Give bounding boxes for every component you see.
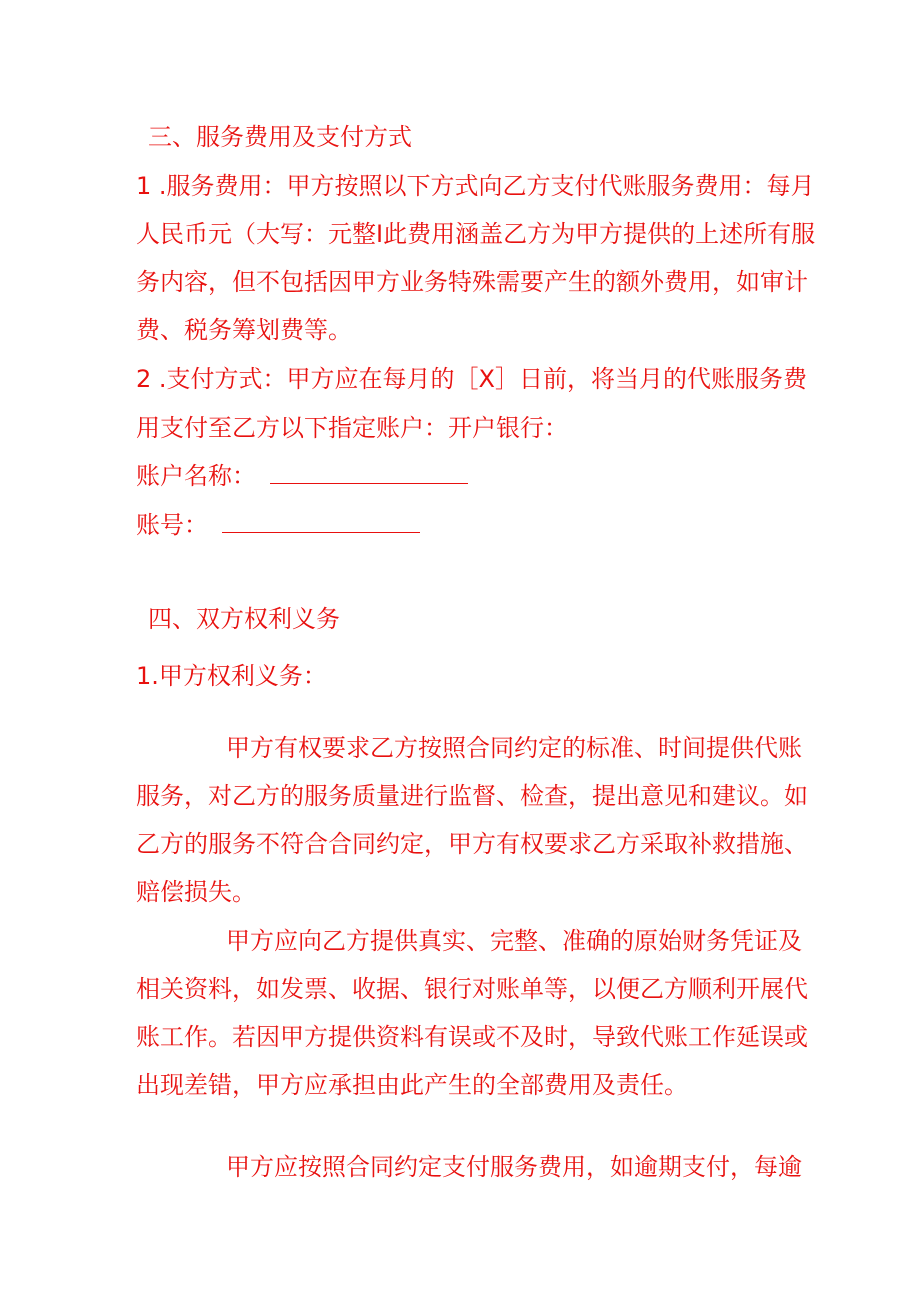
service-fee-line-2: 人民币元（大写：元整I此费用涵盖乙方为甲方提供的上述所有服 bbox=[136, 220, 816, 248]
account-number-field bbox=[136, 510, 420, 540]
rights-para-1-line-1: 甲方有权要求乙方按照合同约定的标准、时间提供代账 bbox=[226, 734, 802, 762]
payment-method-line-2: 用支付至乙方以下指定账户：开户银行： bbox=[136, 414, 568, 442]
rights-para-1-line-3: 乙方的服务不符合合同约定，甲方有权要求乙方采取补救措施、 bbox=[136, 830, 808, 858]
section-3-heading: 三、服务费用及支付方式 bbox=[148, 123, 412, 151]
service-fee-line-3: 务内容，但不包括因甲方业务特殊需要产生的额外费用，如审计 bbox=[136, 268, 808, 296]
rights-para-1-line-4: 赔偿损失。 bbox=[136, 878, 256, 906]
service-fee-line-4: 费、税务筹划费等。 bbox=[136, 316, 352, 344]
section-4-heading: 四、双方权利义务 bbox=[148, 605, 340, 633]
service-fee-line-1: 1 .服务费用：甲方按照以下方式向乙方支付代账服务费用：每月 bbox=[136, 172, 815, 200]
account-name-label: 账户名称： bbox=[136, 462, 256, 490]
rights-para-2-line-3: 账工作。若因甲方提供资料有误或不及时，导致代账工作延误或 bbox=[136, 1023, 808, 1051]
account-number-label: 账号： bbox=[136, 511, 208, 539]
rights-para-1-line-2: 服务，对乙方的服务质量进行监督、检查，提出意见和建议。如 bbox=[136, 782, 808, 810]
account-number-blank bbox=[222, 510, 420, 533]
party-a-rights-subheading: 1.甲方权利义务： bbox=[136, 662, 327, 690]
rights-para-2-line-2: 相关资料，如发票、收据、银行对账单等，以便乙方顺利开展代 bbox=[136, 975, 808, 1003]
account-name-blank bbox=[270, 461, 468, 484]
rights-para-2-line-4: 出现差错，甲方应承担由此产生的全部费用及责任。 bbox=[136, 1071, 688, 1099]
rights-para-2-line-1: 甲方应向乙方提供真实、完整、准确的原始财务凭证及 bbox=[226, 927, 802, 955]
payment-method-line-1: 2 .支付方式：甲方应在每月的［X］日前，将当月的代账服务费 bbox=[136, 365, 807, 393]
account-name-field bbox=[136, 461, 468, 491]
rights-para-3-line-1: 甲方应按照合同约定支付服务费用，如逾期支付，每逾 bbox=[226, 1153, 802, 1181]
